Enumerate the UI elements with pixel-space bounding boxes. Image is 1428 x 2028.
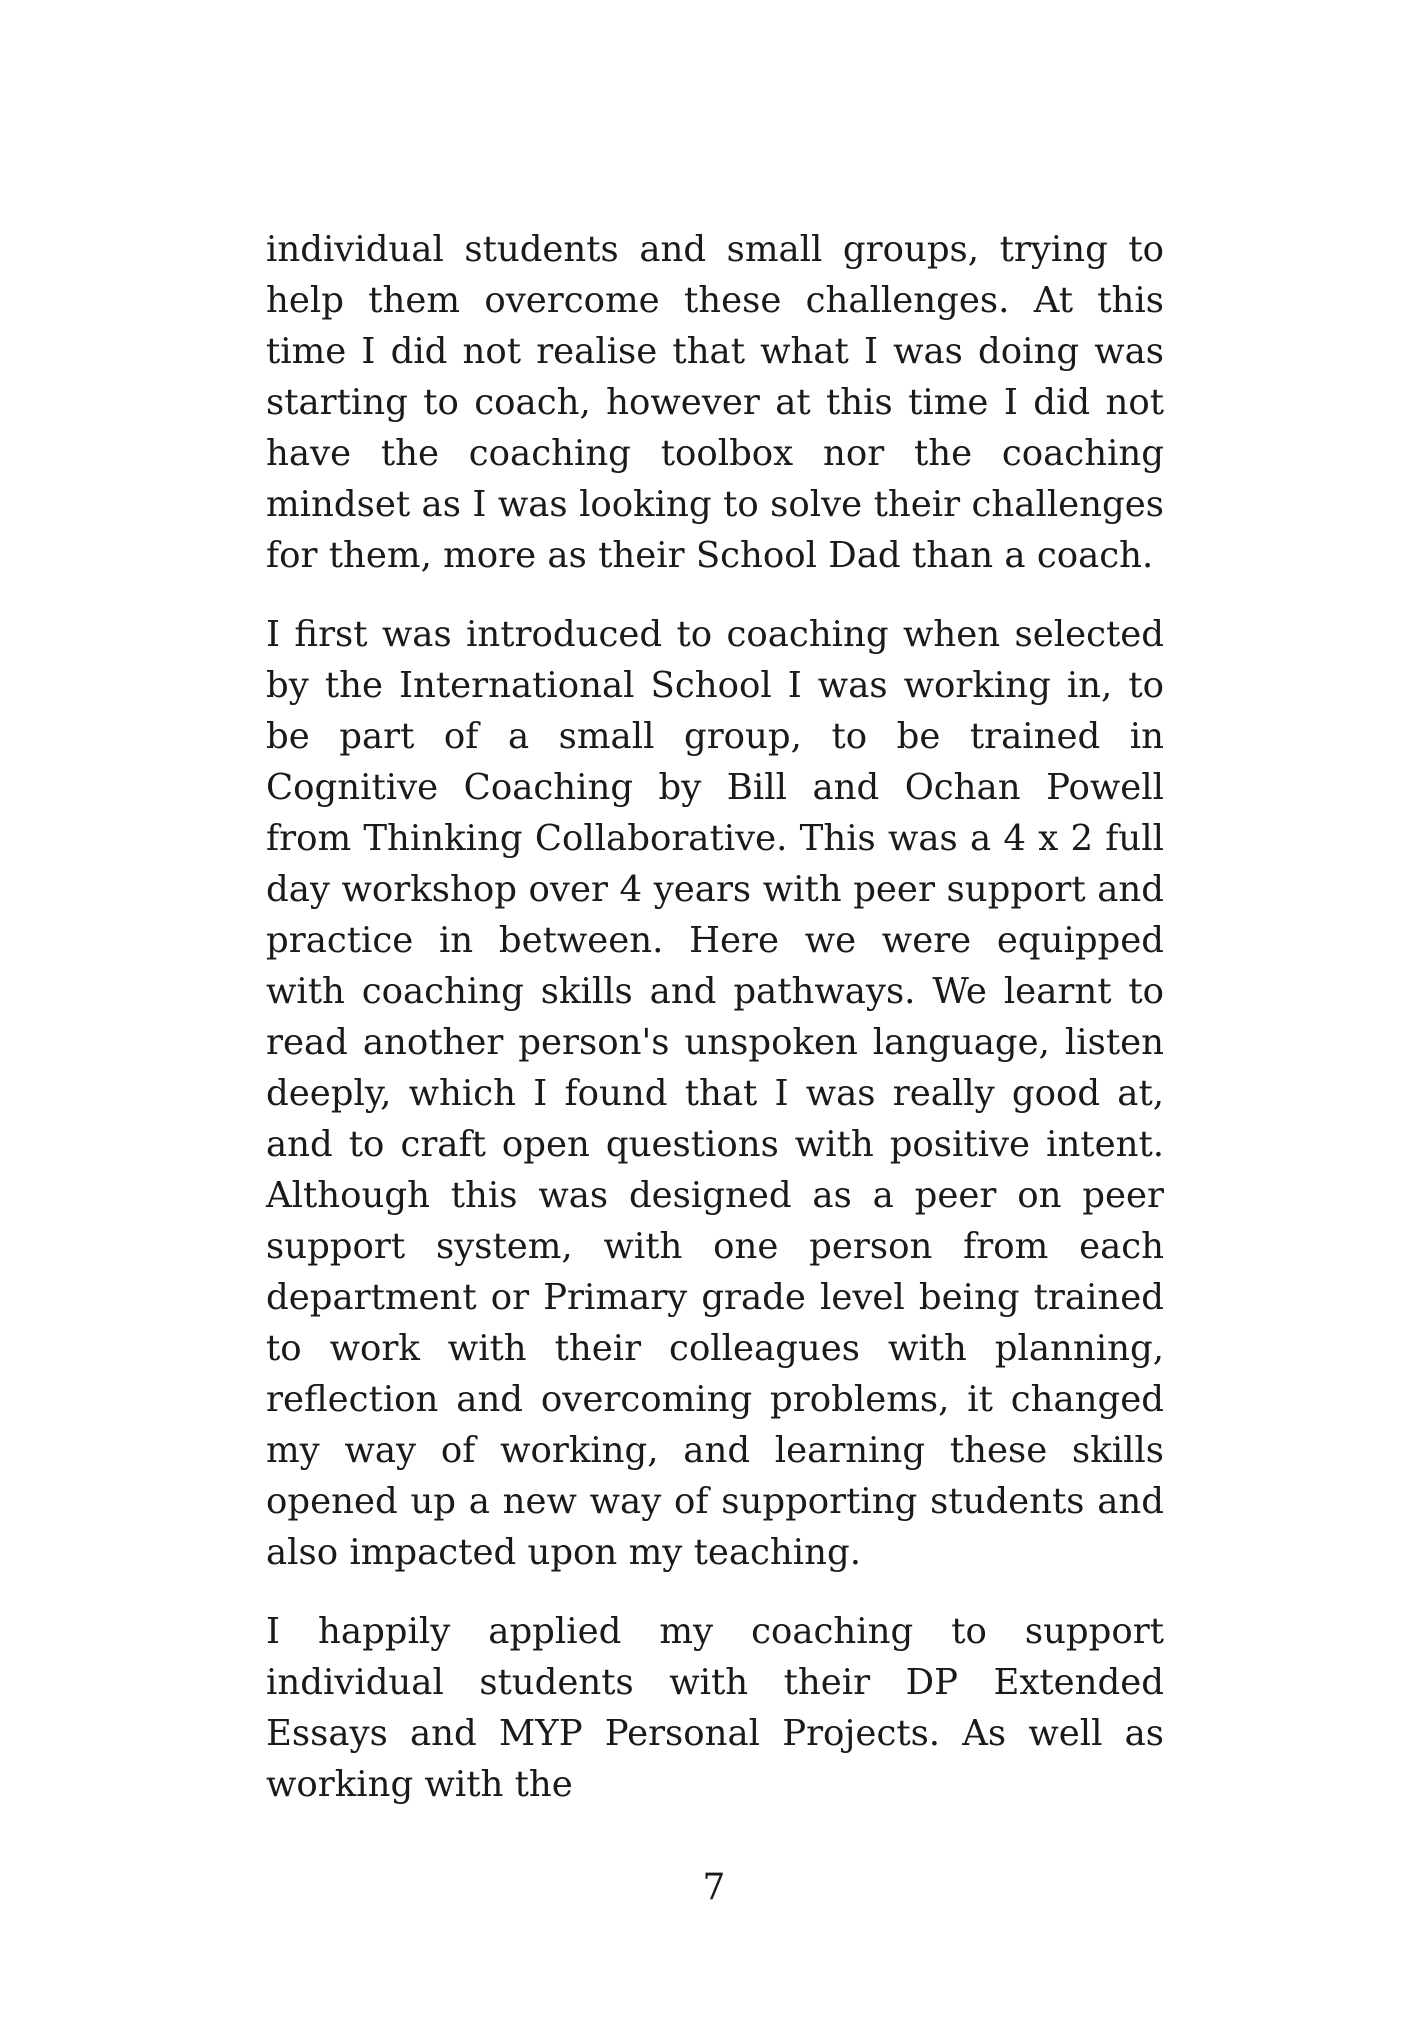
paragraph-2: I first was introduced to coaching when selected by the International School I was working in, to be part of a small group, to be trained in Cognitive Coaching by Bill and Ochan Powell from Thinking Collaborative. This was a 4 x 2 full day workshop over 4 years with peer support and practice in between. Here we were equipped with coaching skills and pathways. We learnt to read another person's unspoken language, listen deeply, which I found that I was really good at, and to craft open questions with positive intent. Although this was designed as a peer on peer support system, with one person from each department or Primary grade level being trained to work with their colleagues with planning, reflection and overcoming problems, it changed my way of working, and learning these skills opened up a new way of supporting students and also impacted upon my teaching. <box>266 614 1164 1573</box>
paragraph-1: individual students and small groups, trying to help them overcome these challenges. At this time I did not realise that what I was doing was starting to coach, however at this time I did not have the coaching toolbox nor the coaching mindset as I was looking to solve their challenges for them, more as their School Dad than a coach. <box>266 229 1164 576</box>
paragraph-3: I happily applied my coaching to support individual students with their DP Extended Essays and MYP Personal Projects. As well as working with the <box>266 1611 1164 1805</box>
page-number: 7 <box>702 1867 726 1908</box>
body-text <box>266 224 1164 1838</box>
